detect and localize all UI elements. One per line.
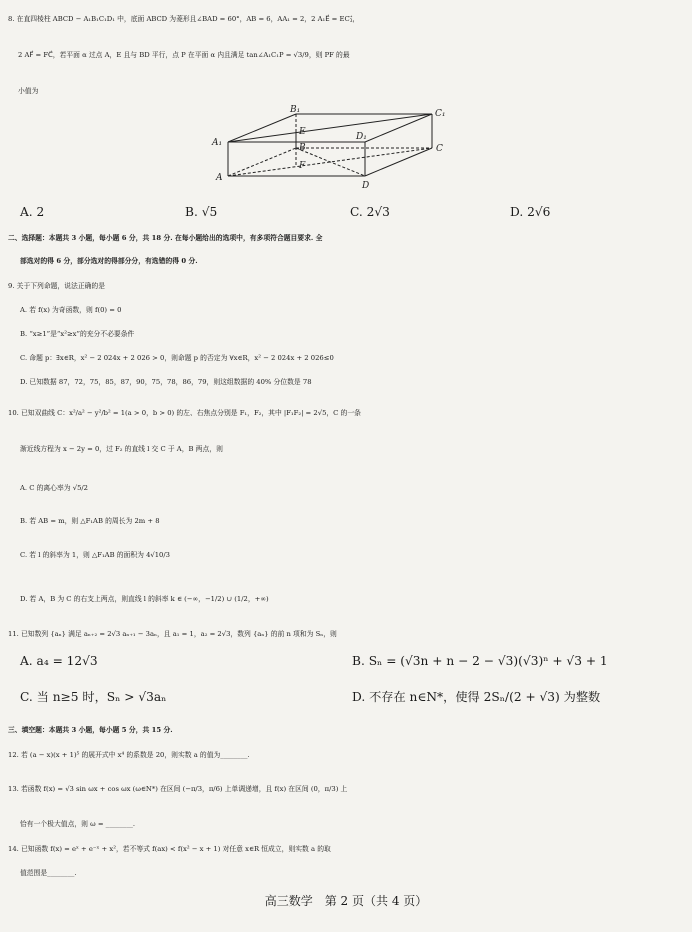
q10-option-b: B. 若 AB = m，则 △F₁AB 的周长为 2m + 8: [20, 517, 160, 525]
q11-option-d: D. 不存在 n∈N*，使得 2Sₙ/(2 + √3) 为整数: [352, 690, 601, 704]
q10-option-d: D. 若 A，B 为 C 的右支上两点，则直线 l 的斜率 k ∈ (−∞，−1/2) ∪ (1/2，+∞): [20, 595, 269, 603]
q8-line-1: 8. 在直四棱柱 ABCD − A₁B₁C₁D₁ 中，底面 ABCD 为菱形且∠BAD = 60°，AB = 6，AA₁ = 2，2 A₁E⃗ = EC₁⃗，: [8, 15, 360, 23]
q10-option-c: C. 若 l 的斜率为 1，则 △F₁AB 的面积为 4√10/3: [20, 551, 170, 559]
q9-option-b: B. “x≥1”是“x²≥x”的充分不必要条件: [20, 330, 135, 338]
q9-option-d: D. 已知数据 87，72，75，85，87，90，75，78，86，79，则这组数据的 40% 分位数是 78: [20, 378, 312, 386]
label-f: F: [299, 161, 306, 171]
q8-option-a: A. 2: [20, 205, 45, 219]
label-d: D: [362, 181, 370, 191]
q8-line-2: 2 AF⃗ = FC⃗，若平面 α 过点 A，E 且与 BD 平行，点 P 在平面 α 内且满足 tan∠A₁C₁P = √3/9，则 PF 的最: [18, 51, 350, 59]
q8-option-b: B. √5: [185, 205, 218, 219]
page-footer: 高三数学 第 2 页（共 4 页）: [264, 894, 428, 908]
label-a1: A₁: [212, 138, 223, 148]
q11-option-a: A. a₄ = 12√3: [20, 654, 98, 668]
q14-line-2: 值范围是________.: [20, 869, 77, 877]
diag-a1c1: [228, 114, 432, 142]
q8-line-3: 小值为: [18, 87, 39, 95]
q14-line-1: 14. 已知函数 f(x) = eˣ + e⁻ˣ + x²，若不等式 f(ax) < f(x² − x + 1) 对任意 x∈R 恒成立，则实数 a 的取: [8, 845, 331, 853]
label-e: E: [299, 127, 306, 137]
q11-stem: 11. 已知数列 {aₙ} 满足 aₙ₊₂ = 2√3 aₙ₊₁ − 3aₙ，且 a₁ = 1，a₂ = 2√3，数列 {aₙ} 的前 n 项和为 Sₙ，则: [8, 630, 337, 638]
q10-line-1: 10. 已知双曲线 C：x²/a² − y²/b² = 1(a > 0，b > 0) 的左、右焦点分别是 F₁，F₂，其中 |F₁F₂| = 2√5，C 的一条: [8, 409, 361, 417]
section2-heading-2: 部选对的得 6 分，部分选对的得部分分，有选错的得 0 分.: [20, 257, 198, 265]
q9-stem: 9. 关于下列命题，说法正确的是: [8, 282, 106, 290]
q8-option-c: C. 2√3: [350, 205, 390, 219]
q10-option-a: A. C 的离心率为 √5/2: [20, 484, 89, 492]
diag-bd-hidden: [296, 148, 365, 176]
prism-figure: [200, 104, 460, 200]
label-b1: B₁: [290, 105, 301, 115]
q13-line-2: 恰有一个极大值点，则 ω = ________.: [20, 820, 136, 828]
q9-option-a: A. 若 f(x) 为奇函数，则 f(0) = 0: [20, 306, 122, 314]
section2-heading-1: 二、选择题：本题共 3 小题，每小题 6 分，共 18 分. 在每小题给出的选项中，有多项符合题目要求. 全: [8, 234, 323, 242]
q13-line-1: 13. 若函数 f(x) = √3 sin ωx + cos ωx (ω∈N*) 在区间 (−π/3，π/6) 上单调递增，且 f(x) 在区间 (0，π/3) 上: [8, 785, 348, 793]
q11-option-c: C. 当 n≥5 时，Sₙ > √3aₙ: [20, 690, 167, 704]
q11-option-b: B. Sₙ = (√3n + n − 2 − √3)(√3)ⁿ + √3 + 1: [352, 654, 608, 668]
edge-ab-hidden: [228, 148, 296, 176]
label-b: B: [299, 143, 306, 153]
label-d1: D₁: [356, 132, 367, 142]
label-c: C: [436, 144, 443, 154]
label-c1: C₁: [435, 109, 446, 119]
q10-line-2: 渐近线方程为 x − 2y = 0，过 F₂ 的直线 l 交 C 于 A，B 两点，则: [20, 445, 223, 453]
q12: 12. 若 (a − x)(x + 1)⁵ 的展开式中 x⁴ 的系数是 20，则实数 a 的值为________.: [8, 751, 250, 759]
q9-option-c: C. 命题 p：∃x∈R，x² − 2 024x + 2 026 > 0，则命题 p 的否定为 ∀x∈R，x² − 2 024x + 2 026≤0: [20, 354, 334, 362]
section3-heading: 三、填空题：本题共 3 小题，每小题 5 分，共 15 分.: [8, 726, 173, 734]
label-a: A: [216, 173, 223, 183]
q8-option-d: D. 2√6: [510, 205, 551, 219]
